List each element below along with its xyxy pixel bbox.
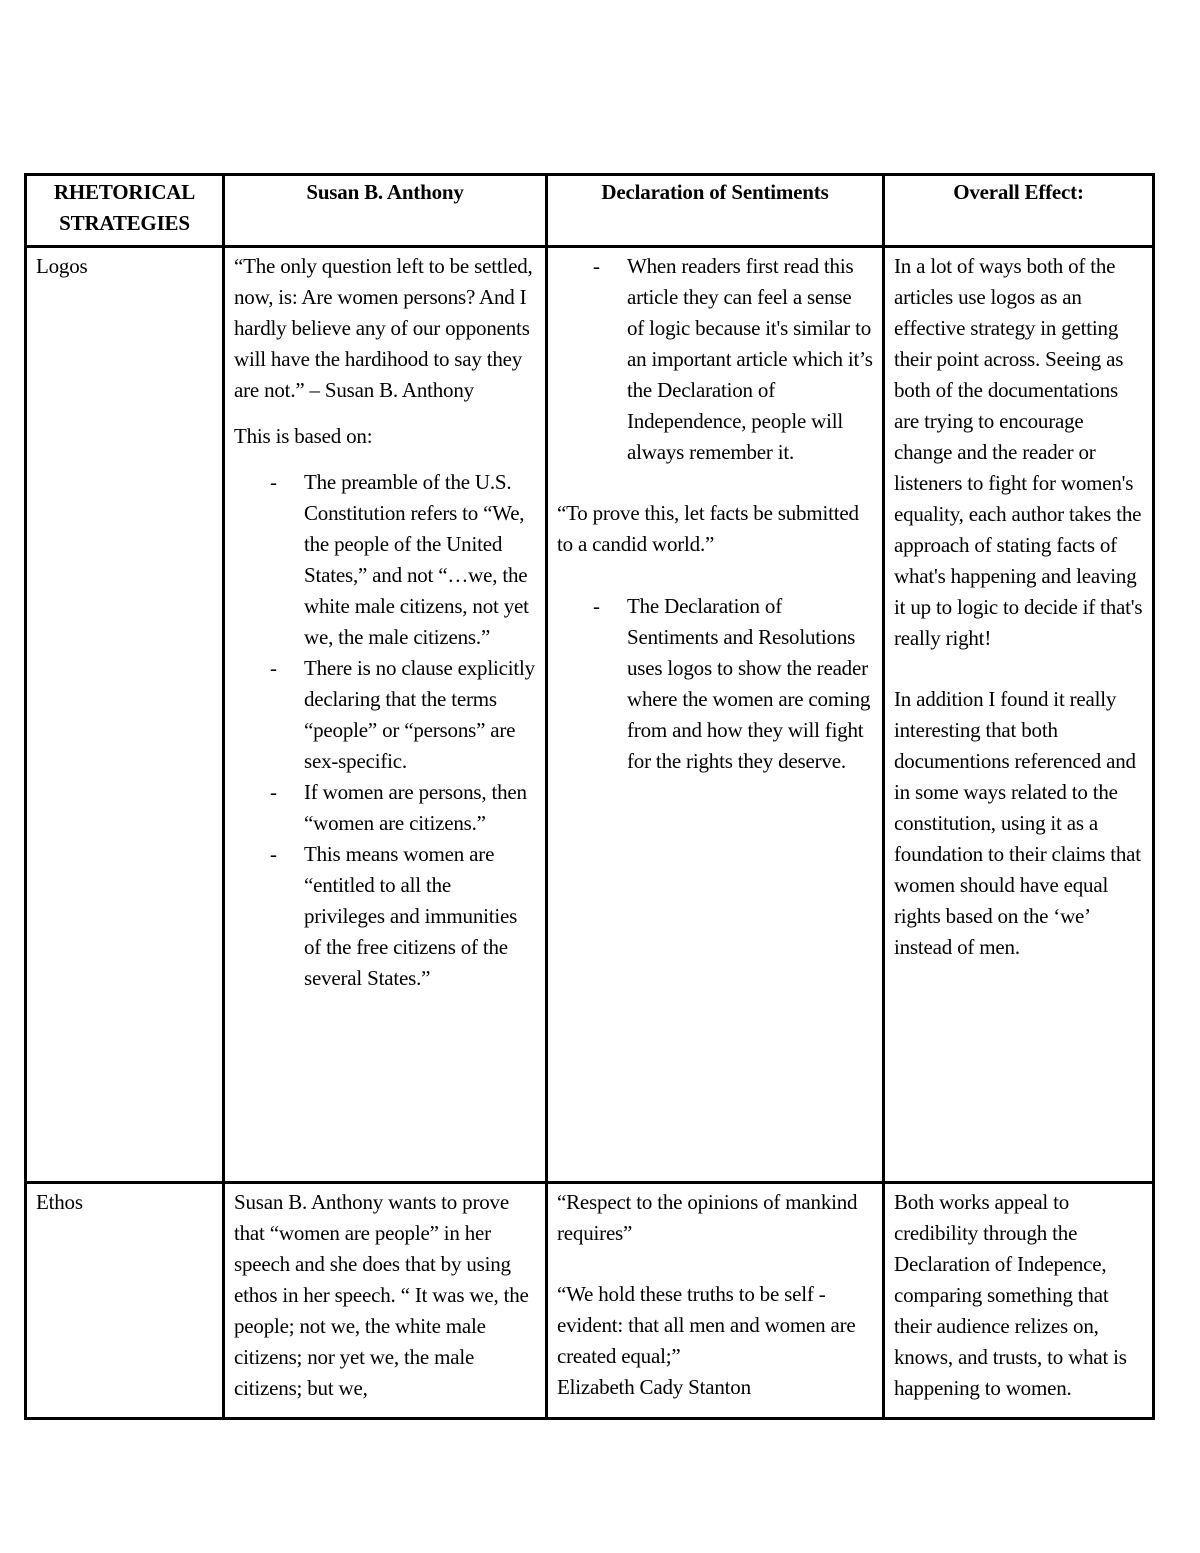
cell-ethos-anthony [224, 1183, 547, 1419]
sentiments-ethos-quote-1: “Respect to the opinions of mankind requires” [557, 1190, 858, 1245]
sentiments-ethos-quote-2: “We hold these truths to be self - evident: that all men and women are created equal;” [557, 1282, 856, 1368]
cell-ethos-label [26, 1183, 224, 1419]
rhetorical-strategies-table [24, 173, 1155, 1420]
cell-logos-anthony [224, 247, 547, 1183]
anthony-based-on: This is based on: [234, 424, 373, 448]
cell-ethos-effect [884, 1183, 1154, 1419]
anthony-logos-quote: “The only question left to be settled, now, is: Are women persons? And I hardly believe any of our opponents will have the hardihood to say they are not.” – Susan B. Anthony [234, 254, 533, 402]
list-item: - When readers first read this article they can feel a sense of logic because it's similar to an important article which it’s the Declaration of Independence, people will always remember it. [593, 254, 873, 464]
effect-logos-paragraph-1: In a lot of ways both of the articles use logos as an effective strategy in getting their point across. Seeing as both of the documentations are trying to encourage change and the reader or listeners to fight for women's equality, each author takes the approach of stating facts of what's happening and leaving it up to logic to decide if that's really right! [894, 254, 1143, 650]
header-susan-b-anthony: Susan B. Anthony [224, 175, 547, 247]
strategy-label-logos: Logos [36, 254, 88, 278]
header-overall-effect: Overall Effect: [884, 175, 1154, 247]
cell-logos-label [26, 247, 224, 1183]
anthony-ethos-text: Susan B. Anthony wants to prove that “women are people” in her speech and she does that by using ethos in her speech. “ It was we, the people; not we, the white male citizens; nor yet we, the male citizens; but we, [234, 1190, 529, 1400]
sentiments-logos-quote: “To prove this, let facts be submitted to a candid world.” [557, 501, 859, 556]
list-item: - The Declaration of Sentiments and Resolutions uses logos to show the reader where the women are coming from and how they will fight for the rights they deserve. [593, 594, 871, 773]
sentiments-ethos-author: Elizabeth Cady Stanton [557, 1375, 751, 1399]
header-rhetorical-strategies: RHETORICAL STRATEGIES [26, 175, 224, 247]
header-declaration-of-sentiments: Declaration of Sentiments [547, 175, 884, 247]
cell-ethos-sentiments [547, 1183, 884, 1419]
list-item: - This means women are “entitled to all the privileges and immunities of the free citizens of the several States.” [270, 842, 518, 990]
anthony-logos-bullet-list [234, 467, 536, 994]
effect-logos-paragraph-2: In addition I found it really interesting that both documentions referenced and in some ways related to the constitution, using it as a foundation to their claims that women should have equal rights based on the ‘we’ instead of men. [894, 687, 1141, 959]
list-item: - The preamble of the U.S. Constitution refers to “We, the people of the United States,” and not “…we, the white male citizens, not yet we, the male citizens.” [270, 470, 529, 649]
list-item: - There is no clause explicitly declaring that the terms “people” or “persons” are sex-specific. [270, 656, 535, 773]
sentiments-logos-bullet-1 [557, 251, 873, 468]
sentiments-logos-bullet-2 [557, 591, 873, 777]
table-header-row [26, 175, 1154, 247]
list-item: - If women are persons, then “women are citizens.” [270, 780, 527, 835]
cell-logos-sentiments [547, 247, 884, 1183]
cell-logos-effect [884, 247, 1154, 1183]
effect-ethos-paragraph: Both works appeal to credibility through the Declaration of Indepence, comparing something that their audience relizes on, knows, and trusts, to what is happening to women. [894, 1190, 1127, 1400]
table-row-logos [26, 247, 1154, 1183]
strategy-label-ethos: Ethos [36, 1190, 83, 1214]
table-row-ethos [26, 1183, 1154, 1419]
